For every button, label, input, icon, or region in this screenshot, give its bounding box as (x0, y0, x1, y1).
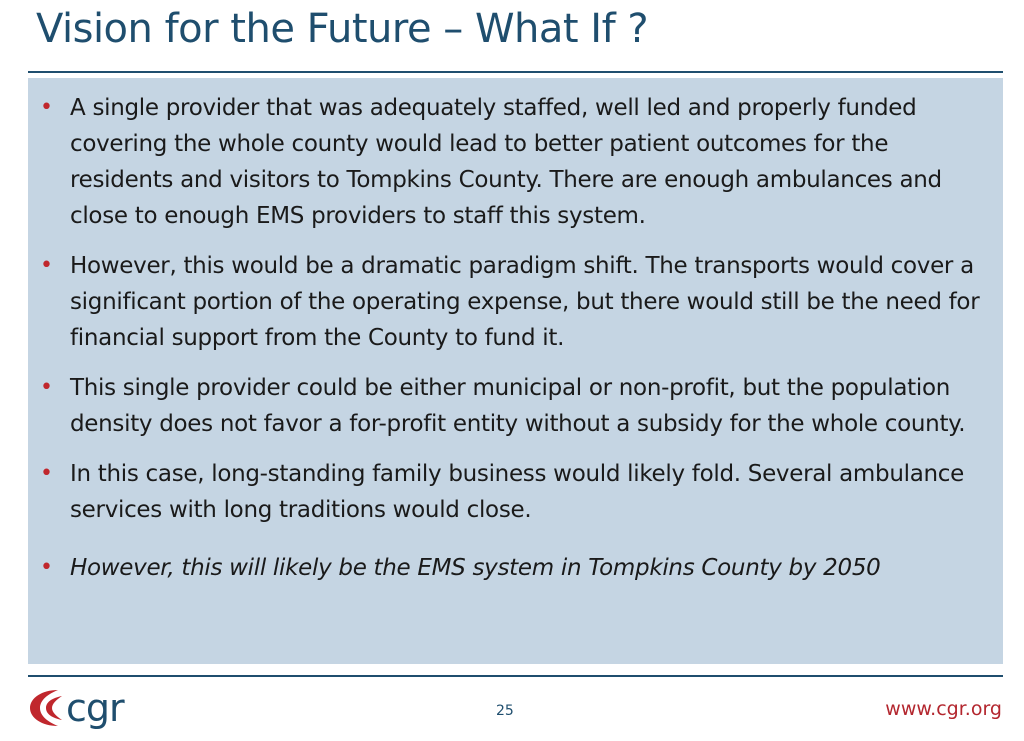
cgr-swoosh-icon (28, 686, 64, 730)
bullet-item (28, 550, 985, 586)
bullet-icon: • (40, 461, 53, 486)
bullet-icon: • (40, 253, 53, 278)
bullet-item (28, 456, 985, 528)
title-divider (28, 71, 1003, 73)
bullet-text: However, this would be a dramatic paradigm shift. The transports would cover a significant portion of the operating expense, but there would still be the need for financial support from the County to fund it. (70, 253, 980, 351)
website-link[interactable]: www.cgr.org (885, 698, 1002, 720)
bullet-icon: • (40, 375, 53, 400)
bullet-icon: • (40, 95, 53, 120)
bullet-text: However, this will likely be the EMS system in Tompkins County by 2050 (70, 555, 881, 581)
cgr-logo (28, 683, 124, 733)
page-number: 25 (496, 703, 514, 719)
bullet-icon: • (40, 555, 53, 580)
logo-text: cgr (66, 686, 124, 730)
bullet-item (28, 248, 985, 356)
bullet-text: A single provider that was adequately staffed, well led and properly funded covering the whole county would lead to better patient outcomes for the residents and visitors to Tompkins County. There are enough ambulances and close to enough EMS providers to staff this system. (70, 95, 942, 229)
bullet-item (28, 90, 985, 234)
content-panel (28, 78, 1003, 664)
slide-title: Vision for the Future – What If ? (36, 6, 649, 52)
bullet-text: In this case, long-standing family business would likely fold. Several ambulance services with long traditions would close. (70, 461, 964, 523)
footer-divider (28, 675, 1003, 677)
bullet-list (28, 78, 1003, 586)
bullet-text: This single provider could be either municipal or non-profit, but the population density does not favor a for-profit entity without a subsidy for the whole county. (70, 375, 966, 437)
bullet-item (28, 370, 985, 442)
